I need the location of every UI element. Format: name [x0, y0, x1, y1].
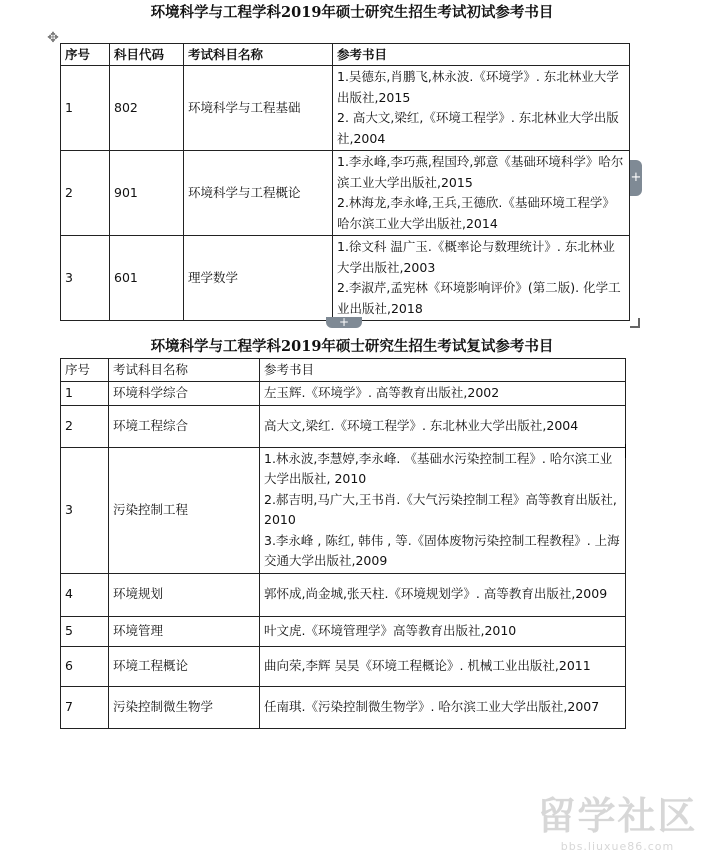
row-subject: 环境管理: [109, 616, 260, 646]
row-subject: 理学数学: [184, 236, 333, 321]
row-code: 802: [110, 66, 184, 151]
table-row: [61, 447, 626, 573]
header-code: 科目代码: [110, 44, 184, 66]
row-reference: [260, 405, 626, 447]
table-row: [61, 686, 626, 728]
watermark-logo: 留学社区: [537, 794, 698, 838]
reference-line: 2. 高大文,梁红,《环境工程学》. 东北林业大学出版社,2004: [337, 110, 619, 146]
row-subject: 环境科学综合: [109, 382, 260, 406]
reference-line: 高大文,梁红.《环境工程学》. 东北林业大学出版社,2004: [264, 417, 579, 433]
reference-line: 1.林永波,李慧婷,李永峰. 《基础水污染控制工程》. 哈尔滨工业大学出版社, 2010: [264, 450, 613, 486]
row-no: 6: [61, 646, 109, 686]
table-row: [61, 405, 626, 447]
row-reference: [260, 686, 626, 728]
table-row: [61, 646, 626, 686]
table-row: [61, 382, 626, 406]
reference-line: 1.李永峰,李巧燕,程国玲,郭意《基础环境科学》哈尔滨工业大学出版社,2015: [337, 154, 624, 190]
reference-line: 叶文虎.《环境管理学》高等教育出版社,2010: [264, 622, 517, 638]
reference-line: 3.李永峰 , 陈红, 韩伟 , 等.《固体废物污染控制工程教程》. 上海交通大学出版社,2009: [264, 532, 620, 568]
row-subject: 污染控制微生物学: [109, 686, 260, 728]
row-no: 4: [61, 573, 109, 616]
header-no: 序号: [61, 44, 110, 66]
table-row: [61, 616, 626, 646]
initial-exam-title: 环境科学与工程学科2019年硕士研究生招生考试初试参考书目: [150, 4, 554, 21]
text-cursor: [625, 444, 626, 458]
row-reference: [333, 66, 630, 151]
row-code: 601: [110, 236, 184, 321]
reference-line: 2.郝吉明,马广大,王书肖.《大气污染控制工程》高等教育出版社,2010: [264, 491, 617, 527]
row-no: 2: [61, 405, 109, 447]
table-header-row: [61, 359, 626, 382]
table-header-row: [61, 44, 630, 66]
retest-exam-title: 环境科学与工程学科2019年硕士研究生招生考试复试参考书目: [150, 338, 554, 355]
header-reference: 参考书目: [333, 44, 630, 66]
row-reference: [260, 382, 626, 406]
row-subject: 环境规划: [109, 573, 260, 616]
initial-exam-table: [60, 43, 630, 321]
table-row: [61, 573, 626, 616]
reference-line: 1.徐文科 温广玉.《概率论与数理统计》. 东北林业大学出版社,2003: [337, 239, 615, 275]
header-subject: 考试科目名称: [109, 359, 260, 382]
reference-line: 曲向荣,李辉 吴昊《环境工程概论》. 机械工业出版社,2011: [264, 657, 591, 673]
row-reference: [333, 236, 630, 321]
row-subject: 环境工程概论: [109, 646, 260, 686]
site-watermark: [535, 793, 700, 863]
row-subject: 环境科学与工程概论: [184, 151, 333, 236]
row-reference: [260, 447, 626, 573]
add-row-icon[interactable]: +: [326, 317, 362, 328]
row-no: 3: [61, 447, 109, 573]
reference-line: 郭怀成,尚金城,张天柱.《环境规划学》. 高等教育出版社,2009: [264, 586, 608, 602]
row-reference: [333, 151, 630, 236]
row-no: 5: [61, 616, 109, 646]
row-subject: 环境科学与工程基础: [184, 66, 333, 151]
retest-exam-table: [60, 358, 626, 729]
table-move-icon[interactable]: ✥: [47, 30, 59, 46]
reference-line: 2.林海龙,李永峰,王兵,王德欣.《基础环境工程学》哈尔滨工业大学出版社,2014: [337, 195, 615, 231]
reference-line: 2.李淑芹,孟宪林《环境影响评价》(第二版). 化学工业出版社,2018: [337, 280, 621, 316]
reference-line: 任南琪.《污染控制微生物学》. 哈尔滨工业大学出版社,2007: [264, 698, 600, 714]
watermark-url: bbs.liuxue86.com: [560, 840, 675, 853]
row-no: 1: [61, 382, 109, 406]
header-reference: 参考书目: [260, 359, 626, 382]
reference-line: 左玉辉.《环境学》. 高等教育出版社,2002: [264, 385, 500, 400]
table-row: [61, 236, 630, 321]
row-no: 2: [61, 151, 110, 236]
row-no: 1: [61, 66, 110, 151]
table-row: [61, 151, 630, 236]
row-reference: [260, 646, 626, 686]
row-reference: [260, 616, 626, 646]
table-row: [61, 66, 630, 151]
reference-line: 1.吴德东,肖鹏飞,林永波.《环境学》. 东北林业大学出版社,2015: [337, 69, 619, 105]
row-reference: [260, 573, 626, 616]
header-no: 序号: [61, 359, 109, 382]
table-resize-handle[interactable]: [630, 318, 640, 328]
row-no: 7: [61, 686, 109, 728]
row-code: 901: [110, 151, 184, 236]
header-subject: 考试科目名称: [184, 44, 333, 66]
row-no: 3: [61, 236, 110, 321]
row-subject: 污染控制工程: [109, 447, 260, 573]
add-column-icon[interactable]: +: [630, 160, 642, 196]
row-subject: 环境工程综合: [109, 405, 260, 447]
